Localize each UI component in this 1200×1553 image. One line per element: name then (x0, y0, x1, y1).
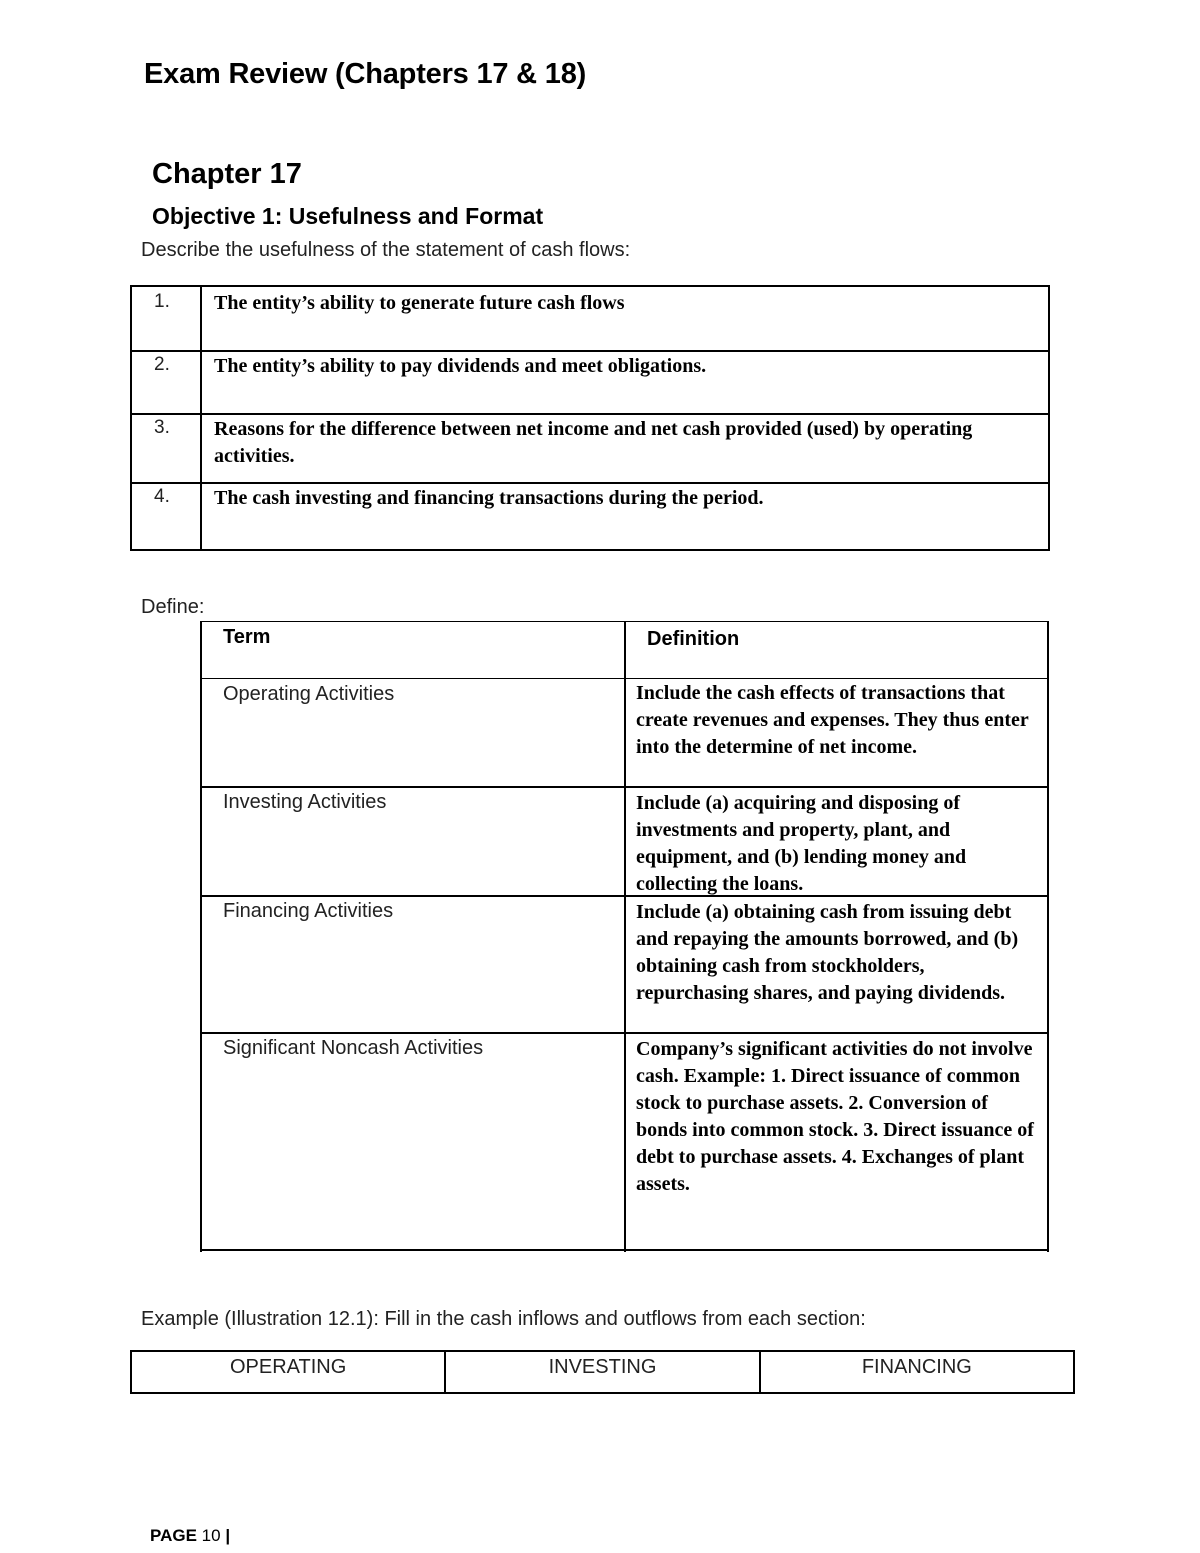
table-row (132, 287, 1048, 352)
section-header-investing: INVESTING (444, 1352, 758, 1392)
definition-cell: Include (a) obtaining cash from issuing debt and repaying the amounts borrowed, and (b) obtaining cash from stockholders, repurchasing shares, and paying dividends. (636, 901, 1019, 1004)
document-title: Exam Review (Chapters 17 & 18) (144, 58, 587, 90)
objective-heading: Objective 1: Usefulness and Format (152, 203, 544, 229)
cash-flow-sections-table (130, 1350, 1075, 1394)
item-number: 2. (132, 350, 202, 413)
table-border (1047, 621, 1049, 1252)
table-row (132, 350, 1048, 415)
section-header-financing: FINANCING (759, 1352, 1073, 1392)
chapter-heading: Chapter 17 (152, 158, 302, 190)
term-cell: Investing Activities (223, 791, 387, 813)
table-row (132, 413, 1048, 484)
item-number: 4. (132, 482, 202, 549)
page-separator: | (225, 1526, 231, 1545)
page-footer (150, 1526, 230, 1546)
page-number: 10 (201, 1526, 221, 1545)
term-cell: Financing Activities (223, 900, 394, 922)
page-label: PAGE (150, 1526, 197, 1545)
definition-cell: Include (a) acquiring and disposing of investments and property, plant, and equipment, and (b) lending money and collecting the loans. (636, 792, 967, 895)
item-text: The entity’s ability to pay dividends and meet obligations. (214, 355, 707, 377)
term-header: Term (223, 626, 271, 648)
table-border (200, 1032, 1049, 1034)
item-text: Reasons for the difference between net income and net cash provided (used) by operating activities. (214, 418, 973, 467)
item-text: The entity’s ability to generate future cash flows (214, 292, 625, 314)
define-prompt: Define: (141, 596, 205, 618)
table-border (200, 786, 1049, 788)
table-border (200, 621, 202, 1252)
table-border (624, 621, 626, 1252)
term-cell: Significant Noncash Activities (223, 1037, 484, 1059)
table-row (132, 482, 1048, 549)
definition-cell: Include the cash effects of transactions that create revenues and expenses. They thus enter into the determine of net income. (636, 682, 1029, 758)
table-border (200, 678, 1049, 679)
term-cell: Operating Activities (223, 683, 395, 705)
definition-header: Definition (647, 628, 740, 650)
section-header-operating: OPERATING (230, 1356, 347, 1378)
item-number: 1. (132, 287, 202, 350)
item-text: The cash investing and financing transactions during the period. (214, 487, 764, 509)
table-border (200, 1249, 1049, 1251)
usefulness-prompt: Describe the usefulness of the statement of cash flows: (141, 239, 631, 261)
item-number: 3. (132, 413, 202, 482)
definition-cell: Company’s significant activities do not involve cash. Example: 1. Direct issuance of common stock to purchase assets. 2. Conversion of bonds into common stock. 3. Direct issuance of debt to purchase assets. 4. Exchanges of plant assets. (636, 1038, 1034, 1195)
usefulness-table (130, 285, 1050, 551)
example-prompt: Example (Illustration 12.1): Fill in the cash inflows and outflows from each section: (141, 1308, 866, 1330)
